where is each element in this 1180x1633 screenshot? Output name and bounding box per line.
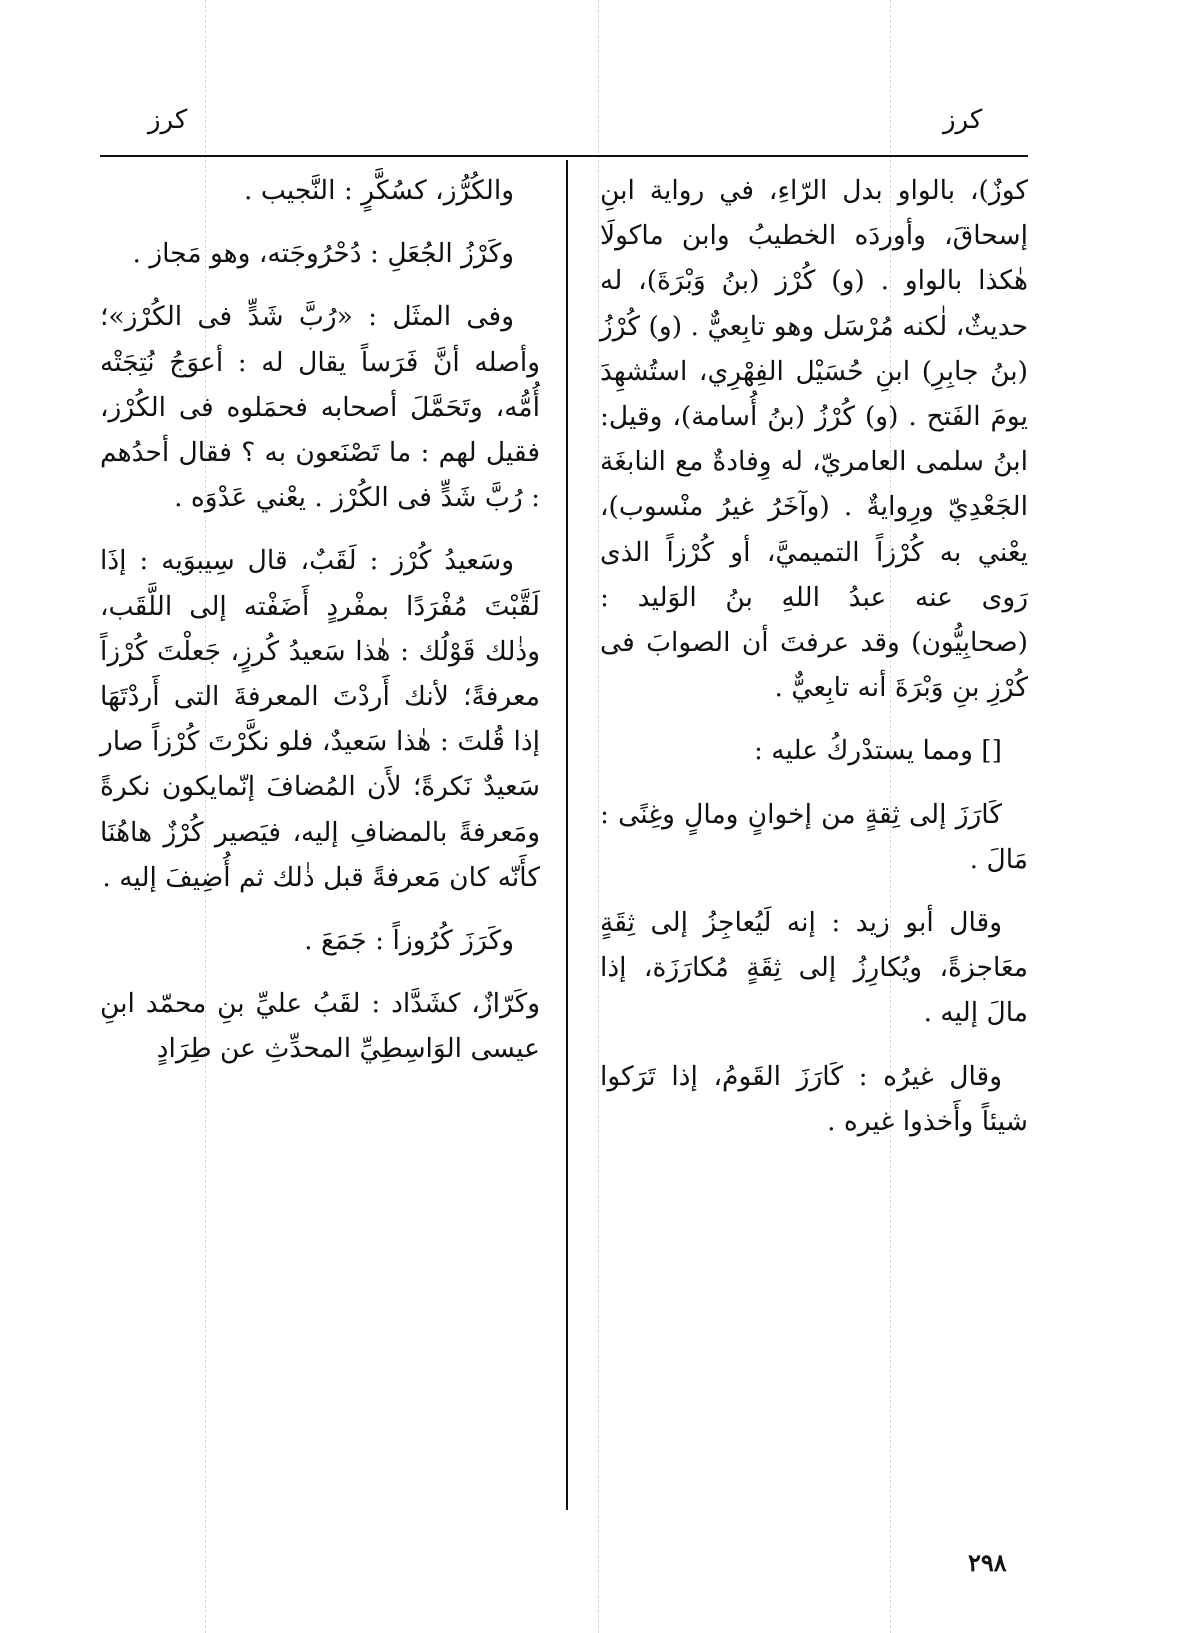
- paragraph: وقال غيرُه : كَارَزَ القَومُ، إذا تَرَكوا شيئاً وأَخذوا غيره .: [600, 1060, 1028, 1137]
- paragraph: والكُرُّز، كسُكَّرٍ : النَّجيب .: [244, 175, 514, 206]
- paragraph: كَارَزَ إلى ثِقةٍ من إخوانٍ ومالٍ وغِنًى : مَالَ .: [600, 798, 1028, 875]
- column-divider: [566, 160, 568, 1510]
- paragraph: وسَعيدُ كُرْز : لَقَبٌ، قال سِيبوَيه : إذَا لَقَّبْتَ مُفْرَدًا بمفْردٍ أَضَفْته إلى اللَّقَب، وذٰلك قَوْلُك : هٰذا سَعيدُ كُرزٍ، جَعلْتَ كُرْزاً معرفةً؛ لأنك أَردْتَ المعرفةَ التى أَردْتَهَا إذا قُلتَ : هٰذا سَعيدٌ، فلو نكَّرْتَ كُرْزاً صار سَعيدٌ نَكرةً؛ لأَن المُضافَ إنّمايكون نكرةً ومَعرفةً بالمضافِ إليه، فيَصير كُرْزٌ هاهُنَا كأَنّه كان مَعرفةً قبل ذٰلك ثم أُضِيفَ إليه .: [100, 545, 540, 893]
- left-column: [100, 168, 540, 1090]
- page-number: ٢٩٨: [968, 1548, 1007, 1577]
- paragraph: وكَرَزَ كُرُوزاً : جَمَعَ .: [304, 925, 514, 957]
- paragraph: وفى المثَل : «رُبَّ شَدٍّ فى الكُرْز»؛ وأصله أنَّ فَرَساً يقال له : أعوَجُ نُتِجَتْه أُمُّه، وتَحَمَّلَ أصحابه فحمَلوه فى الكُرْز، فقيل لهم : ما تَصْنَعون به ؟ فقال أحدُهم : رُبَّ شَدٍّ فى الكُرْز . يعْني عَدْوَه .: [100, 301, 540, 514]
- header-rule: [100, 155, 1028, 157]
- running-head-right: كرز: [943, 105, 983, 135]
- paragraph: كوزٌ)، بالواو بدل الرّاءِ، في رواية ابنِ إسحاقَ، وأوردَه الخطيبُ وابن ماكولَا هٰكذا بالواو . (و) كُرْز (بنُ وَبْرَةَ)، له حديثٌ، لٰكنه مُرْسَل وهو تابِعيٌّ . (و) كُرْزُ (بنُ جابِرِ) ابنِ حُسَيْل الفِهْرِي، استُشهِدَ يومَ الفَتح . (و) كُرْزُ (بنُ أُسامة)، وقيل: ابنُ سلمى العامريّ، له وِفادةٌ مع النابغَة الجَعْدِيّ ورِوايةٌ . (وآخَرُ غيرُ منْسوب)، يعْني به كُرْزاً التميميَّ، أو كُرْزاً الذى رَوى عنه عبدُ اللهِ بنُ الوَليد : (صحابِيُّون) وقد عرفتَ أن الصوابَ فى كُرْزِ بنِ وَبْرَةَ أنه تابِعيٌّ .: [600, 175, 1028, 704]
- running-head-left: كرز: [148, 105, 188, 135]
- paragraph: [] ومما يستدْركُ عليه :: [753, 735, 1002, 767]
- scan-guide-line: [598, 0, 599, 1633]
- right-column: [600, 168, 1028, 1162]
- paragraph: وقال أبو زيد : إنه لَيُعاجِزُ إلى ثِقَةٍ معَاجزةً، ويُكارِزُ إلى ثِقَةٍ مُكارَزَة، إذا مالَ إليه .: [600, 907, 1028, 1029]
- paragraph: وكَرّازٌ، كشَدَّاد : لقَبُ عليِّ بنِ محمّد ابنِ عيسى الوَاسِطِيِّ المحدِّثِ عن طِرَادٍ: [100, 988, 540, 1065]
- paragraph: وكَرْزُ الجُعَلِ : دُحْرُوجَته، وهو مَجاز .: [132, 238, 514, 270]
